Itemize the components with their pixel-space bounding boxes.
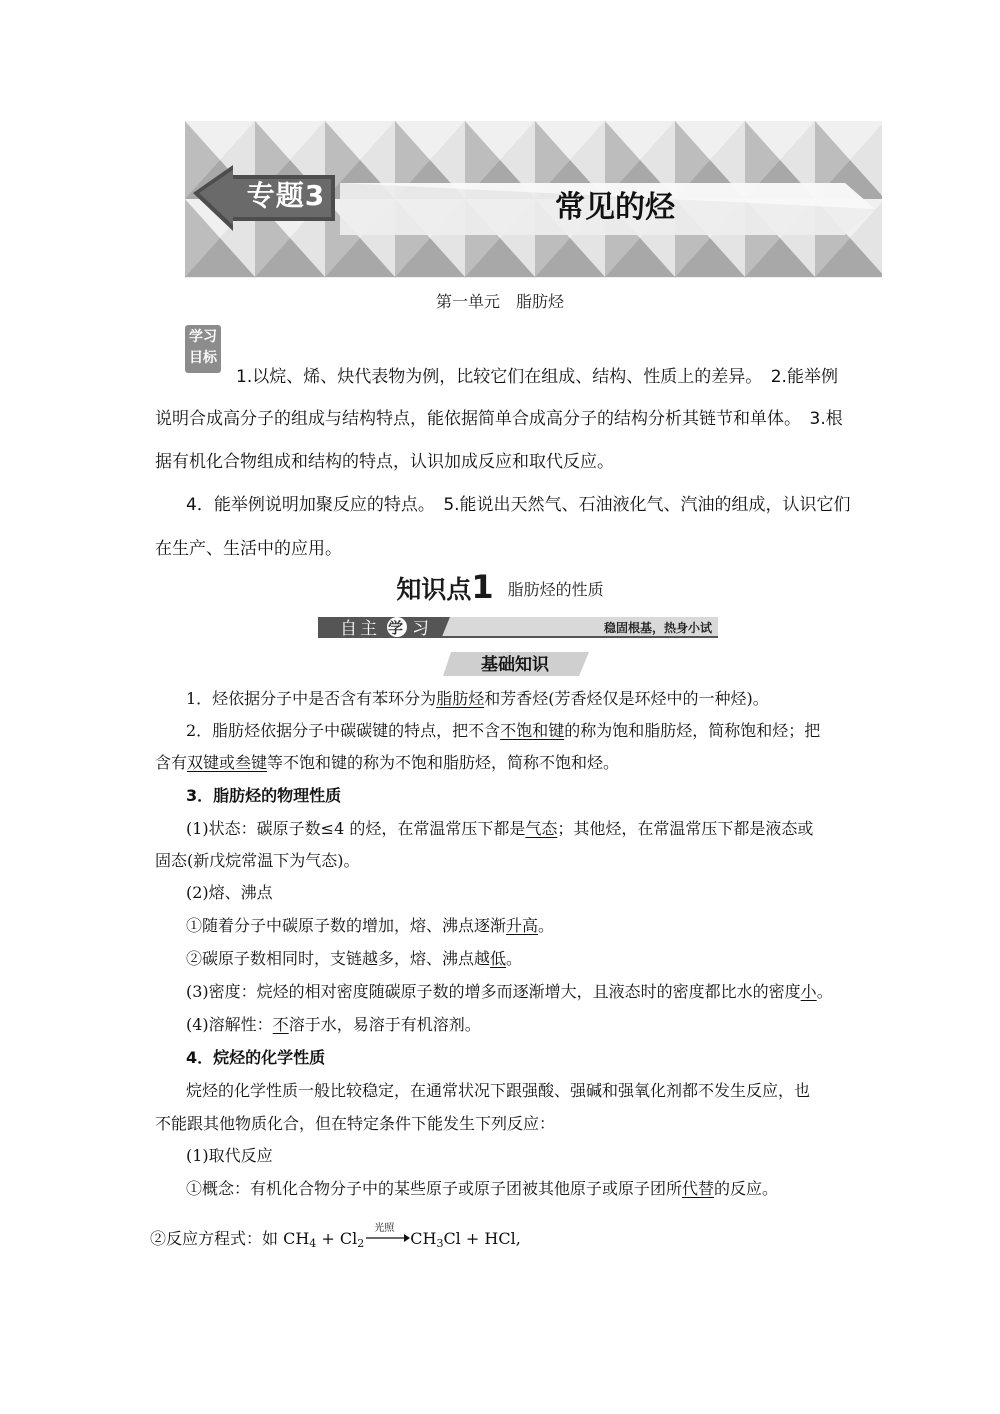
study-xue: 学 [388,619,404,637]
para-2-line-1 [186,720,820,742]
reaction-equation [150,1223,521,1250]
goal-line-2: 说明合成高分子的组成与结构特点，能依据简单合成高分子的结构分析其链节和单体。 3.根 [155,409,843,429]
chem-line-2: 不能跟其他物质化合，但在特定条件下能发生下列反应： [155,1114,556,1133]
melting-point-2 [186,948,522,970]
heading-chemical-properties: 4．烷烃的化学性质 [186,1048,326,1067]
study-zhu: 主 [360,619,377,639]
density-line [186,981,833,1003]
answer-blank: 低 [490,949,507,968]
para-2-line-2 [155,752,619,774]
answer-blank: 脂肪烃 [436,689,485,708]
reaction-arrow-icon [364,1223,410,1246]
substitution-heading: (1)取代反应 [186,1146,273,1165]
text: 含有 [155,753,188,772]
text: ①随着分子中碳原子数的增加，熔、沸点逐渐 [186,916,507,935]
text: 和芳香烃(芳香烃仅是环烃中的一种烃)。 [484,689,769,708]
learning-goal-badge [185,325,221,373]
text: ②反应方程式：如 CH [150,1229,310,1248]
answer-blank: 不饱和键 [500,721,565,740]
unit-subtitle: 第一单元 脂肪烃 [435,292,564,311]
kp-number: 1 [471,568,494,606]
concept-line [186,1178,778,1200]
text: 的称为饱和脂肪烃，简称饱和烃；把 [564,721,821,740]
answer-blank: 代替 [682,1179,715,1198]
study-xi: 习 [412,619,429,639]
subscript: 3 [436,1237,444,1250]
solubility-line [186,1014,481,1036]
answer-blank: 气态 [525,819,558,838]
kp-label: 知识点 [396,575,472,604]
text: (3)密度：烷烃的相对密度随碳原子数的增多而逐渐增大，且液态时的密度都比水的密度 [186,982,801,1001]
chem-line-1: 烷烃的化学性质一般比较稳定，在通常状况下跟强酸、强碱和强氧化剂都不发生反应，也 [186,1081,811,1100]
melting-point-1 [186,915,554,937]
basic-knowledge-label [443,650,593,678]
text: ；其他烃，在常温常压下都是液态或 [557,819,814,838]
answer-blank: 不 [272,1015,289,1034]
text: CH [410,1229,437,1248]
chapter-title: 常见的烃 [555,190,675,225]
goal-line-3: 据有机化合物组成和结构的特点，认识加成反应和取代反应。 [155,452,614,472]
text: (4)溶解性： [186,1015,273,1034]
badge-line2: 目标 [189,350,217,366]
reaction-condition: 光照 [374,1223,395,1234]
text: 的反应。 [714,1179,779,1198]
text: + Cl [316,1229,358,1248]
subscript: 2 [357,1237,365,1250]
study-zi: 自 [340,619,357,639]
knowledge-point-heading [0,568,1000,606]
text: 。 [816,982,833,1001]
heading-physical-properties: 3．脂肪烃的物理性质 [186,786,342,805]
answer-blank: 双键或叁键 [187,753,268,772]
self-study-bar [318,615,718,639]
state-line-1 [186,818,813,840]
text: 。 [538,916,555,935]
goal-line-4: 4．能举例说明加聚反应的特点。 5.能说出天然气、石油液化气、汽油的组成，认识它们 [186,495,851,515]
text: Cl + HCl, [443,1229,521,1248]
basic-knowledge-text: 基础知识 [481,655,549,675]
text: 溶于水，易溶于有机溶剂。 [288,1015,481,1034]
text: ①概念：有机化合物分子中的某些原子或原子团被其他原子或原子团所 [186,1179,683,1198]
text: 2．脂肪烃依据分子中碳碳键的特点，把不含 [186,721,501,740]
text: ②碳原子数相同时，支链越多，熔、沸点越 [186,949,491,968]
text: 。 [506,949,523,968]
para-1 [186,688,769,710]
answer-blank: 升高 [506,916,539,935]
text: 等不饱和键的称为不饱和脂肪烃，简称不饱和烃。 [267,753,620,772]
subscript: 4 [309,1237,317,1250]
text: (1)状态：碳原子数≤4 的烃，在常温常压下都是 [186,819,526,838]
state-line-2: 固态(新戊烷常温下为气态)。 [155,851,360,870]
badge-line1: 学习 [189,329,217,345]
text: 1．烃依据分子中是否含有苯环分为 [186,689,437,708]
kp-topic: 脂肪烃的性质 [507,580,604,599]
goal-line-5: 在生产、生活中的应用。 [155,539,342,559]
answer-blank: 小 [800,982,817,1001]
melting-boiling-heading: (2)熔、沸点 [186,883,273,902]
topic-tag: 专题3 [246,179,326,212]
study-slogan: 稳固根基，热身小试 [603,621,712,635]
goal-line-1: 1.以烷、烯、炔代表物为例，比较它们在组成、结构、性质上的差异。 2.能举例 [236,367,838,387]
